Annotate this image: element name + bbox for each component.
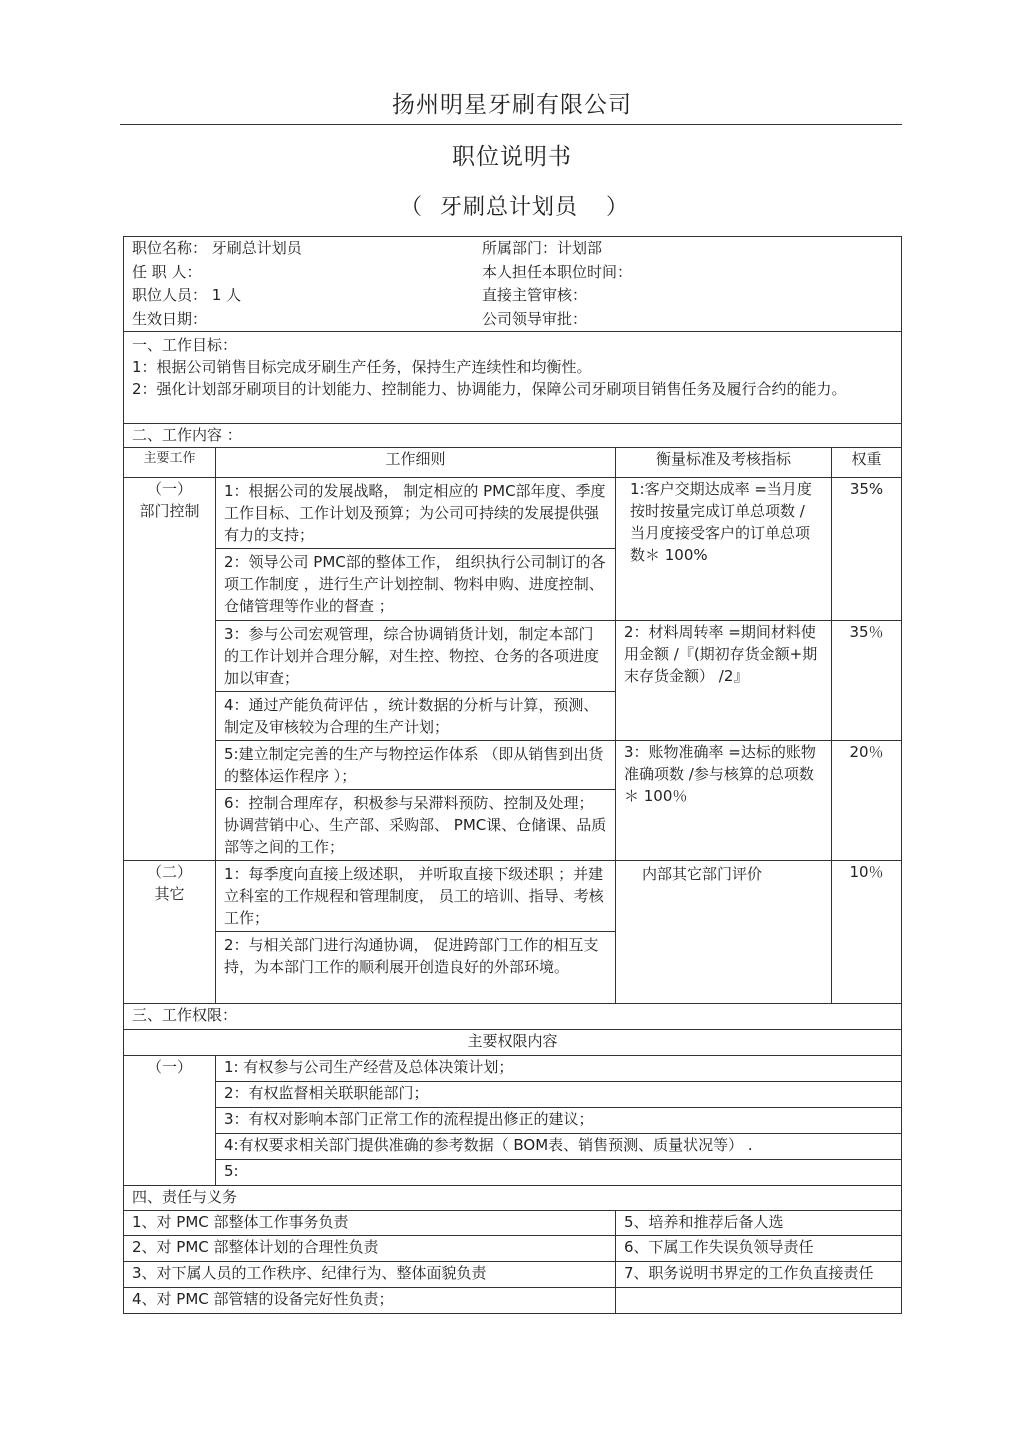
info-row-3	[132, 284, 893, 308]
col-header-detail: 工作细则	[216, 448, 616, 478]
paren-open: （	[400, 195, 423, 220]
info-block	[124, 237, 902, 332]
duty-item: 4、对 PMC 部管辖的设备完好性负责；	[124, 1288, 616, 1314]
group-number: （二）	[146, 863, 192, 881]
detail-item: 2：领导公司 PMC部的整体工作， 组织执行公司制订的各项工作制度 ，进行生产计划控制、物料申购、进度控制、仓储管理等作业的督查 ；	[216, 549, 616, 621]
goal-item: 2：强化计划部牙刷项目的计划能力、控制能力、协调能力，保障公司牙刷项目销售任务及履行合约的能力。	[132, 380, 847, 398]
goals-block	[124, 332, 902, 424]
company-name: 扬州明星牙刷有限公司	[392, 92, 632, 118]
group-label-department-control	[124, 478, 216, 861]
document-title: 职位说明书	[452, 144, 572, 170]
incumbent-field: 任 职 人：	[132, 262, 202, 281]
duty-item: 5、培养和推荐后备人选	[616, 1211, 902, 1236]
authority-sub-heading: 主要权限内容	[124, 1030, 902, 1056]
content-heading: 二、工作内容 ：	[124, 424, 902, 448]
col-header-standard: 衡量标准及考核指标	[616, 448, 832, 478]
group-name: 其它	[154, 885, 185, 903]
title-rule	[120, 124, 902, 125]
tenure-field: 本人担任本职位时间：	[482, 262, 633, 281]
authority-item: 3：有权对影响本部门正常工作的流程提出修正的建议；	[216, 1108, 902, 1134]
duty-item: 7、职务说明书界定的工作负直接责任	[616, 1262, 902, 1288]
group-number: （一）	[146, 480, 192, 498]
duties-heading: 四、责任与义务	[124, 1186, 902, 1211]
detail-item: 1：每季度向直接上级述职， 并听取直接下级述职 ；并建立科室的工作规程和管理制度， 员工的培训、指导、考核工作；	[216, 861, 616, 932]
standard-item: 内部其它部门评价	[616, 861, 832, 1004]
weight-value: 20％	[832, 741, 902, 861]
duty-item: 1、对 PMC 部整体工作事务负责	[124, 1211, 616, 1236]
goal-item: 1：根据公司销售目标完成牙刷生产任务，保持生产连续性和均衡性。	[132, 358, 592, 376]
duty-item: 2、对 PMC 部整体计划的合理性负责	[124, 1236, 616, 1262]
info-row-1	[132, 237, 893, 261]
standard-item: 3：账物准确率 =达标的账物准确项数 /参与核算的总项数＊ 100％	[616, 741, 832, 861]
detail-item: 6：控制合理库存，积极参与呆滞料预防、控制及处理；协调营销中心、生产部、采购部、 PMC课、仓储课、品质部等之间的工作；	[216, 790, 616, 861]
supervisor-review-field: 直接主管审核：	[482, 286, 588, 304]
headcount-field: 职位人员： 1 人	[132, 286, 242, 304]
detail-item: 3：参与公司宏观管理，综合协调销货计划，制定本部门的工作计划并合理分解，对生控、物控、仓务的各项进度加以审查；	[216, 621, 616, 692]
detail-item: 5:建立制定完善的生产与物控运作体系 （即从销售到出货的整体运作程序 ）；	[216, 741, 616, 790]
leader-approval-field: 公司领导审批：	[482, 309, 588, 328]
weight-value: 35％	[832, 621, 902, 741]
paren-close: ）	[606, 195, 629, 220]
authority-heading: 三、工作权限：	[124, 1004, 902, 1030]
duty-item: 3、对下属人员的工作秩序、纪律行为、整体面貌负责	[124, 1262, 616, 1288]
info-row-4	[132, 308, 893, 332]
detail-item: 2：与相关部门进行沟通协调， 促进跨部门工作的相互支持，为本部门工作的顺利展开创造良好的外部环境。	[216, 932, 616, 1004]
authority-item: 5:	[216, 1160, 902, 1186]
weight-value: 10％	[832, 861, 902, 1004]
standard-item: 1:客户交期达成率 =当月度按时按量完成订单总项数 /当月度接受客户的订单总项数＊ 100%	[616, 478, 832, 621]
authority-group-label: （一）	[124, 1056, 216, 1186]
detail-item: 1：根据公司的发展战略， 制定相应的 PMC部年度、季度工作目标、工作计划及预算；为公司可持续的发展提供强有力的支持；	[216, 478, 616, 549]
position-title: 牙刷总计划员	[440, 195, 579, 220]
authority-item: 2：有权监督相关联职能部门；	[216, 1082, 902, 1108]
duty-item	[616, 1288, 902, 1314]
effective-date-field: 生效日期：	[132, 309, 208, 328]
job-description-table	[123, 236, 902, 1314]
duty-item: 6、下属工作失误负领导责任	[616, 1236, 902, 1262]
department-field: 所属部门：计划部	[482, 239, 603, 257]
col-header-weight: 权重	[832, 448, 902, 478]
standard-item: 2：材料周转率 =期间材料使用金额 /『(期初存货金额+期末存货金额） /2』	[616, 621, 832, 741]
authority-item: 1: 有权参与公司生产经营及总体决策计划；	[216, 1056, 902, 1082]
detail-item: 4：通过产能负荷评估 ，统计数据的分析与计算，预测、制定及审核较为合理的生产计划；	[216, 692, 616, 741]
authority-item: 4:有权要求相关部门提供准确的参考数据（ BOM表、销售预测、质量状况等） .	[216, 1134, 902, 1160]
group-name: 部门控制	[139, 502, 200, 520]
info-row-2	[132, 261, 893, 285]
weight-value: 35%	[832, 478, 902, 621]
col-header-main: 主要工作	[124, 448, 216, 478]
goals-heading: 一、工作目标：	[132, 336, 238, 354]
position-name-field: 职位名称： 牙刷总计划员	[132, 239, 302, 257]
group-label-other	[124, 861, 216, 1004]
